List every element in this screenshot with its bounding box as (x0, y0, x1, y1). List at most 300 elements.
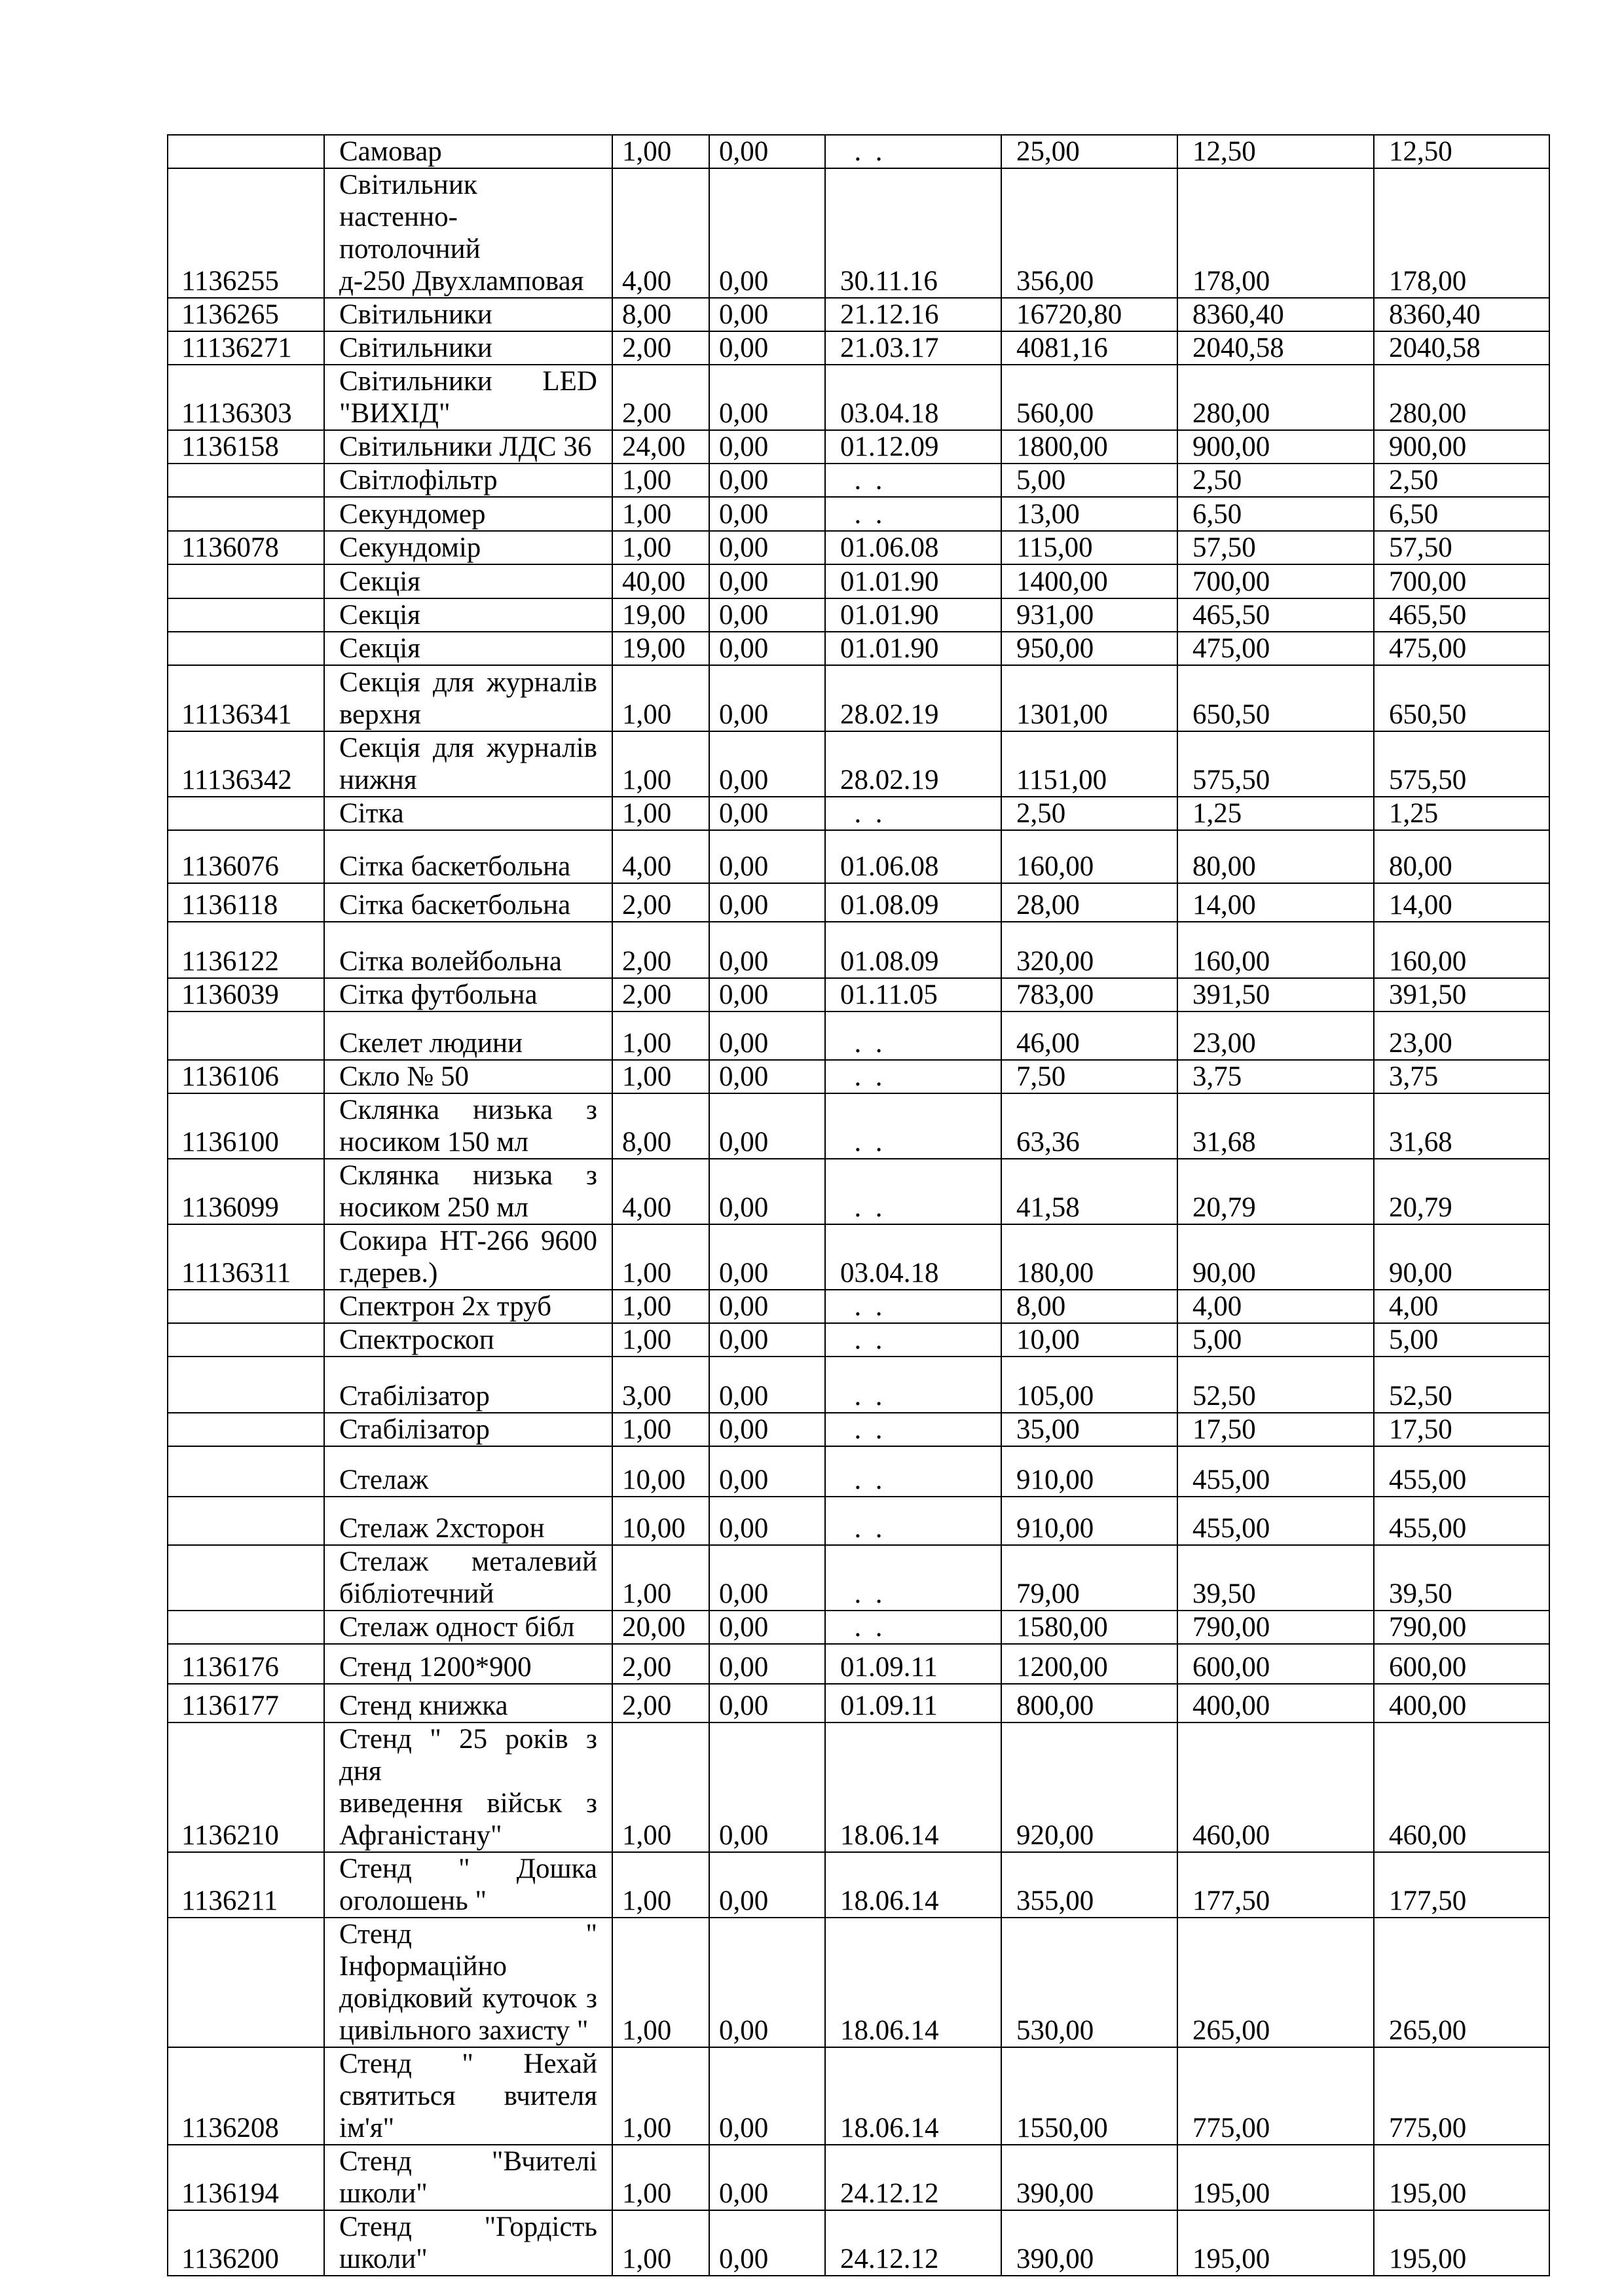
quantity-2-cell: 0,00 (709, 564, 825, 598)
item-name-line: Стабілізатор (339, 1414, 490, 1445)
quantity-2-cell: 0,00 (709, 1852, 825, 1918)
residual-value-cell: 391,50 (1374, 978, 1549, 1011)
item-name-line: Сітка футбольна (339, 979, 538, 1010)
cost-cell: 355,00 (1001, 1852, 1177, 1918)
quantity-cell: 20,00 (612, 1611, 709, 1644)
quantity-2-cell: 0,00 (709, 1684, 825, 1722)
inventory-number-cell: 1136255 (168, 168, 324, 298)
date-cell: . . (825, 1093, 1001, 1159)
cost-cell: 25,00 (1001, 135, 1177, 168)
cost-cell: 5,00 (1001, 464, 1177, 497)
quantity-cell: 1,00 (612, 797, 709, 830)
cost-cell: 13,00 (1001, 497, 1177, 531)
date-cell: 01.09.11 (825, 1644, 1001, 1684)
date-cell: 03.04.18 (825, 1224, 1001, 1290)
item-name-cell (324, 365, 612, 430)
depreciation-cell: 391,50 (1177, 978, 1374, 1011)
quantity-2-cell: 0,00 (709, 883, 825, 922)
residual-value-cell: 600,00 (1374, 1644, 1549, 1684)
depreciation-cell: 575,50 (1177, 731, 1374, 797)
item-name-cell (324, 135, 612, 168)
table-row (168, 1093, 1549, 1159)
item-name-line: довідковий куточок з (339, 1983, 597, 2014)
inventory-number-cell: 1136106 (168, 1060, 324, 1093)
item-name-line: д-250 Двухламповая (339, 266, 584, 297)
cost-cell: 8,00 (1001, 1290, 1177, 1323)
residual-value-cell: 52,50 (1374, 1357, 1549, 1413)
item-name-cell (324, 731, 612, 797)
date-cell: 01.12.09 (825, 430, 1001, 464)
date-cell: . . (825, 1545, 1001, 1611)
quantity-cell: 1,00 (612, 1290, 709, 1323)
table-row (168, 598, 1549, 632)
cost-cell: 180,00 (1001, 1224, 1177, 1290)
item-name-cell (324, 665, 612, 731)
table-row (168, 1684, 1549, 1722)
date-cell: 01.06.08 (825, 531, 1001, 564)
cost-cell: 931,00 (1001, 598, 1177, 632)
date-cell: . . (825, 1060, 1001, 1093)
cost-cell: 115,00 (1001, 531, 1177, 564)
quantity-2-cell: 0,00 (709, 2210, 825, 2276)
quantity-2-cell: 0,00 (709, 1446, 825, 1497)
depreciation-cell: 790,00 (1177, 1611, 1374, 1644)
item-name-line: Сітка баскетбольна (339, 851, 571, 882)
table-row (168, 430, 1549, 464)
quantity-cell: 8,00 (612, 298, 709, 331)
residual-value-cell: 790,00 (1374, 1611, 1549, 1644)
table-row (168, 1357, 1549, 1413)
item-name-line: Стенд книжка (339, 1690, 508, 1721)
quantity-cell: 2,00 (612, 1644, 709, 1684)
depreciation-cell: 20,79 (1177, 1159, 1374, 1224)
residual-value-cell: 4,00 (1374, 1290, 1549, 1323)
quantity-cell: 3,00 (612, 1357, 709, 1413)
item-name-line: Секція для журналів (339, 733, 597, 763)
quantity-2-cell: 0,00 (709, 2145, 825, 2210)
quantity-cell: 1,00 (612, 135, 709, 168)
quantity-2-cell: 0,00 (709, 1918, 825, 2047)
cost-cell: 910,00 (1001, 1497, 1177, 1545)
quantity-cell: 1,00 (612, 665, 709, 731)
cost-cell: 79,00 (1001, 1545, 1177, 1611)
quantity-2-cell: 0,00 (709, 830, 825, 883)
item-name-cell (324, 298, 612, 331)
depreciation-cell: 460,00 (1177, 1722, 1374, 1852)
cost-cell: 920,00 (1001, 1722, 1177, 1852)
item-name-cell (324, 464, 612, 497)
inventory-number-cell: 1136208 (168, 2047, 324, 2145)
quantity-2-cell: 0,00 (709, 1290, 825, 1323)
item-name-line: Скелет людини (339, 1028, 523, 1059)
quantity-cell: 8,00 (612, 1093, 709, 1159)
date-cell: . . (825, 1357, 1001, 1413)
item-name-cell (324, 922, 612, 978)
date-cell: . . (825, 1446, 1001, 1497)
table-row (168, 1060, 1549, 1093)
cost-cell: 910,00 (1001, 1446, 1177, 1497)
depreciation-cell: 52,50 (1177, 1357, 1374, 1413)
quantity-cell: 1,00 (612, 1722, 709, 1852)
table-row (168, 298, 1549, 331)
date-cell: 01.09.11 (825, 1684, 1001, 1722)
item-name-line: ім'я" (339, 2113, 395, 2143)
quantity-cell: 1,00 (612, 1323, 709, 1357)
item-name-line: Склянка низька з (339, 1095, 597, 1125)
item-name-line: Стенд "Гордість (339, 2212, 597, 2242)
table-row (168, 1323, 1549, 1357)
item-name-line: Стенд "Вчителі (339, 2146, 597, 2177)
depreciation-cell: 57,50 (1177, 531, 1374, 564)
quantity-2-cell: 0,00 (709, 497, 825, 531)
depreciation-cell: 160,00 (1177, 922, 1374, 978)
depreciation-cell: 455,00 (1177, 1446, 1374, 1497)
quantity-2-cell: 0,00 (709, 135, 825, 168)
item-name-line: Секція (339, 566, 420, 597)
item-name-cell (324, 1644, 612, 1684)
residual-value-cell: 700,00 (1374, 564, 1549, 598)
residual-value-cell: 6,50 (1374, 497, 1549, 531)
item-name-line: Світильники ЛДС 36 (339, 431, 592, 462)
inventory-number-cell (168, 1611, 324, 1644)
item-name-line: Стенд " Дошка (339, 1853, 597, 1884)
table-row (168, 978, 1549, 1011)
inventory-number-cell (168, 1918, 324, 2047)
residual-value-cell: 8360,40 (1374, 298, 1549, 331)
residual-value-cell: 160,00 (1374, 922, 1549, 978)
depreciation-cell: 177,50 (1177, 1852, 1374, 1918)
residual-value-cell: 17,50 (1374, 1413, 1549, 1446)
item-name-line: Світильник (339, 170, 477, 200)
item-name-cell (324, 598, 612, 632)
residual-value-cell: 31,68 (1374, 1093, 1549, 1159)
date-cell: 01.01.90 (825, 598, 1001, 632)
depreciation-cell: 17,50 (1177, 1413, 1374, 1446)
residual-value-cell: 14,00 (1374, 883, 1549, 922)
depreciation-cell: 465,50 (1177, 598, 1374, 632)
depreciation-cell: 475,00 (1177, 632, 1374, 665)
item-name-cell (324, 531, 612, 564)
inventory-number-cell (168, 135, 324, 168)
quantity-2-cell: 0,00 (709, 168, 825, 298)
depreciation-cell: 178,00 (1177, 168, 1374, 298)
residual-value-cell: 280,00 (1374, 365, 1549, 430)
quantity-2-cell: 0,00 (709, 1060, 825, 1093)
depreciation-cell: 6,50 (1177, 497, 1374, 531)
item-name-cell (324, 1011, 612, 1060)
inventory-number-cell: 11136271 (168, 331, 324, 365)
item-name-line: школи" (339, 2178, 428, 2209)
item-name-cell (324, 497, 612, 531)
inventory-number-cell (168, 1446, 324, 1497)
quantity-2-cell: 0,00 (709, 430, 825, 464)
cost-cell: 1200,00 (1001, 1644, 1177, 1684)
table-row (168, 497, 1549, 531)
residual-value-cell: 400,00 (1374, 1684, 1549, 1722)
quantity-cell: 1,00 (612, 1413, 709, 1446)
quantity-cell: 1,00 (612, 1224, 709, 1290)
quantity-2-cell: 0,00 (709, 632, 825, 665)
quantity-cell: 2,00 (612, 331, 709, 365)
table-row (168, 1413, 1549, 1446)
date-cell: . . (825, 797, 1001, 830)
depreciation-cell: 23,00 (1177, 1011, 1374, 1060)
residual-value-cell: 455,00 (1374, 1446, 1549, 1497)
item-name-line: Світлофільтр (339, 465, 498, 496)
quantity-cell: 1,00 (612, 464, 709, 497)
quantity-2-cell: 0,00 (709, 1159, 825, 1224)
inventory-number-cell (168, 632, 324, 665)
quantity-2-cell: 0,00 (709, 464, 825, 497)
depreciation-cell: 900,00 (1177, 430, 1374, 464)
inventory-number-cell: 1136265 (168, 298, 324, 331)
table-row (168, 2210, 1549, 2276)
cost-cell: 46,00 (1001, 1011, 1177, 1060)
residual-value-cell: 2,50 (1374, 464, 1549, 497)
inventory-number-cell (168, 1497, 324, 1545)
date-cell: . . (825, 1497, 1001, 1545)
table-row (168, 531, 1549, 564)
item-name-line: Секція для журналів (339, 667, 597, 698)
item-name-cell (324, 1497, 612, 1545)
residual-value-cell: 23,00 (1374, 1011, 1549, 1060)
quantity-cell: 40,00 (612, 564, 709, 598)
quantity-2-cell: 0,00 (709, 1011, 825, 1060)
date-cell: 01.01.90 (825, 564, 1001, 598)
item-name-line: школи" (339, 2244, 428, 2274)
date-cell: . . (825, 497, 1001, 531)
cost-cell: 16720,80 (1001, 298, 1177, 331)
quantity-2-cell: 0,00 (709, 1611, 825, 1644)
depreciation-cell: 4,00 (1177, 1290, 1374, 1323)
date-cell: . . (825, 1611, 1001, 1644)
residual-value-cell: 195,00 (1374, 2210, 1549, 2276)
residual-value-cell: 195,00 (1374, 2145, 1549, 2210)
quantity-cell: 1,00 (612, 531, 709, 564)
item-name-line: Стелаж 2хсторон (339, 1513, 545, 1544)
table-row (168, 797, 1549, 830)
item-name-line: "ВИХІД" (339, 398, 451, 429)
residual-value-cell: 3,75 (1374, 1060, 1549, 1093)
residual-value-cell: 20,79 (1374, 1159, 1549, 1224)
item-name-line: Світильники LED (339, 366, 597, 397)
depreciation-cell: 195,00 (1177, 2210, 1374, 2276)
inventory-number-cell (168, 564, 324, 598)
quantity-2-cell: 0,00 (709, 1323, 825, 1357)
residual-value-cell: 2040,58 (1374, 331, 1549, 365)
quantity-cell: 1,00 (612, 1545, 709, 1611)
date-cell: . . (825, 464, 1001, 497)
inventory-number-cell: 1136210 (168, 1722, 324, 1852)
date-cell: 01.11.05 (825, 978, 1001, 1011)
item-name-cell (324, 564, 612, 598)
inventory-number-cell (168, 598, 324, 632)
date-cell: 18.06.14 (825, 1918, 1001, 2047)
item-name-line: Стенд 1200*900 (339, 1652, 532, 1683)
item-name-line: Секція (339, 633, 420, 664)
quantity-2-cell: 0,00 (709, 731, 825, 797)
cost-cell: 783,00 (1001, 978, 1177, 1011)
date-cell: 21.12.16 (825, 298, 1001, 331)
quantity-cell: 19,00 (612, 598, 709, 632)
table-row (168, 1290, 1549, 1323)
quantity-2-cell: 0,00 (709, 1413, 825, 1446)
item-name-line: Стелаж одност бібл (339, 1612, 575, 1643)
quantity-2-cell: 0,00 (709, 1093, 825, 1159)
table-row (168, 1852, 1549, 1918)
quantity-cell: 1,00 (612, 497, 709, 531)
inventory-number-cell: 1136078 (168, 531, 324, 564)
inventory-number-cell (168, 1011, 324, 1060)
cost-cell: 105,00 (1001, 1357, 1177, 1413)
item-name-cell (324, 168, 612, 298)
cost-cell: 28,00 (1001, 883, 1177, 922)
cost-cell: 1151,00 (1001, 731, 1177, 797)
inventory-number-cell: 1136177 (168, 1684, 324, 1722)
residual-value-cell: 12,50 (1374, 135, 1549, 168)
table-row (168, 830, 1549, 883)
quantity-cell: 4,00 (612, 1159, 709, 1224)
residual-value-cell: 90,00 (1374, 1224, 1549, 1290)
quantity-2-cell: 0,00 (709, 1644, 825, 1684)
table-row (168, 1011, 1549, 1060)
table-row (168, 1224, 1549, 1290)
item-name-line: Стабілізатор (339, 1381, 490, 1412)
item-name-line: Спектрон 2х труб (339, 1291, 551, 1322)
residual-value-cell: 39,50 (1374, 1545, 1549, 1611)
quantity-2-cell: 0,00 (709, 1357, 825, 1413)
date-cell: 18.06.14 (825, 2047, 1001, 2145)
item-name-cell (324, 1545, 612, 1611)
residual-value-cell: 465,50 (1374, 598, 1549, 632)
item-name-cell (324, 632, 612, 665)
date-cell: 01.08.09 (825, 922, 1001, 978)
inventory-number-cell (168, 1545, 324, 1611)
item-name-line: Світильники (339, 299, 492, 330)
table-row (168, 1497, 1549, 1545)
item-name-cell (324, 1446, 612, 1497)
residual-value-cell: 80,00 (1374, 830, 1549, 883)
date-cell: . . (825, 1290, 1001, 1323)
cost-cell: 320,00 (1001, 922, 1177, 978)
quantity-cell: 4,00 (612, 830, 709, 883)
quantity-2-cell: 0,00 (709, 598, 825, 632)
residual-value-cell: 455,00 (1374, 1497, 1549, 1545)
residual-value-cell: 460,00 (1374, 1722, 1549, 1852)
quantity-cell: 1,00 (612, 1011, 709, 1060)
item-name-cell (324, 1093, 612, 1159)
item-name-line: Секція (339, 600, 420, 630)
cost-cell: 35,00 (1001, 1413, 1177, 1446)
depreciation-cell: 650,50 (1177, 665, 1374, 731)
item-name-line: Стенд " 25 років з дня (339, 1724, 597, 1787)
inventory-number-cell: 1136158 (168, 430, 324, 464)
item-name-line: носиком 250 мл (339, 1192, 528, 1223)
quantity-cell: 2,00 (612, 365, 709, 430)
date-cell: . . (825, 1323, 1001, 1357)
depreciation-cell: 2,50 (1177, 464, 1374, 497)
quantity-2-cell: 0,00 (709, 1224, 825, 1290)
inventory-number-cell: 11136303 (168, 365, 324, 430)
quantity-cell: 19,00 (612, 632, 709, 665)
table-row (168, 1611, 1549, 1644)
cost-cell: 4081,16 (1001, 331, 1177, 365)
item-name-line: Світильники (339, 333, 492, 363)
item-name-cell (324, 1611, 612, 1644)
table-row (168, 1159, 1549, 1224)
item-name-cell (324, 430, 612, 464)
quantity-2-cell: 0,00 (709, 1497, 825, 1545)
item-name-cell (324, 2145, 612, 2210)
item-name-cell (324, 1722, 612, 1852)
cost-cell: 1301,00 (1001, 665, 1177, 731)
table-row (168, 2145, 1549, 2210)
quantity-cell: 1,00 (612, 731, 709, 797)
date-cell: 28.02.19 (825, 665, 1001, 731)
table-row (168, 1644, 1549, 1684)
quantity-cell: 1,00 (612, 2210, 709, 2276)
cost-cell: 1400,00 (1001, 564, 1177, 598)
residual-value-cell: 5,00 (1374, 1323, 1549, 1357)
item-name-cell (324, 1224, 612, 1290)
item-name-cell (324, 2047, 612, 2145)
table-row (168, 922, 1549, 978)
quantity-2-cell: 0,00 (709, 531, 825, 564)
quantity-2-cell: 0,00 (709, 922, 825, 978)
depreciation-cell: 455,00 (1177, 1497, 1374, 1545)
inventory-number-cell (168, 497, 324, 531)
inventory-number-cell: 1136200 (168, 2210, 324, 2276)
depreciation-cell: 3,75 (1177, 1060, 1374, 1093)
item-name-cell (324, 978, 612, 1011)
item-name-cell (324, 1852, 612, 1918)
inventory-number-cell: 1136100 (168, 1093, 324, 1159)
item-name-line: Самовар (339, 136, 442, 167)
residual-value-cell: 265,00 (1374, 1918, 1549, 2047)
inventory-number-cell (168, 1323, 324, 1357)
cost-cell: 530,00 (1001, 1918, 1177, 2047)
item-name-line: Стелаж металевий (339, 1546, 597, 1577)
quantity-cell: 2,00 (612, 883, 709, 922)
table-row (168, 731, 1549, 797)
inventory-number-cell: 1136122 (168, 922, 324, 978)
item-name-line: верхня (339, 699, 421, 730)
inventory-number-cell: 1136039 (168, 978, 324, 1011)
item-name-cell (324, 1918, 612, 2047)
inventory-number-cell: 11136342 (168, 731, 324, 797)
table-row (168, 1545, 1549, 1611)
date-cell: 21.03.17 (825, 331, 1001, 365)
cost-cell: 1550,00 (1001, 2047, 1177, 2145)
inventory-number-cell (168, 464, 324, 497)
item-name-line: Секундомір (339, 532, 481, 563)
quantity-2-cell: 0,00 (709, 978, 825, 1011)
table-row (168, 365, 1549, 430)
item-name-line: оголошень " (339, 1886, 487, 1916)
cost-cell: 356,00 (1001, 168, 1177, 298)
date-cell: 01.06.08 (825, 830, 1001, 883)
cost-cell: 560,00 (1001, 365, 1177, 430)
item-name-cell (324, 1413, 612, 1446)
residual-value-cell: 775,00 (1374, 2047, 1549, 2145)
table-row (168, 331, 1549, 365)
quantity-2-cell: 0,00 (709, 797, 825, 830)
table-row (168, 2047, 1549, 2145)
depreciation-cell: 700,00 (1177, 564, 1374, 598)
quantity-cell: 1,00 (612, 1918, 709, 2047)
item-name-line: носиком 150 мл (339, 1127, 528, 1157)
inventory-number-cell: 11136311 (168, 1224, 324, 1290)
